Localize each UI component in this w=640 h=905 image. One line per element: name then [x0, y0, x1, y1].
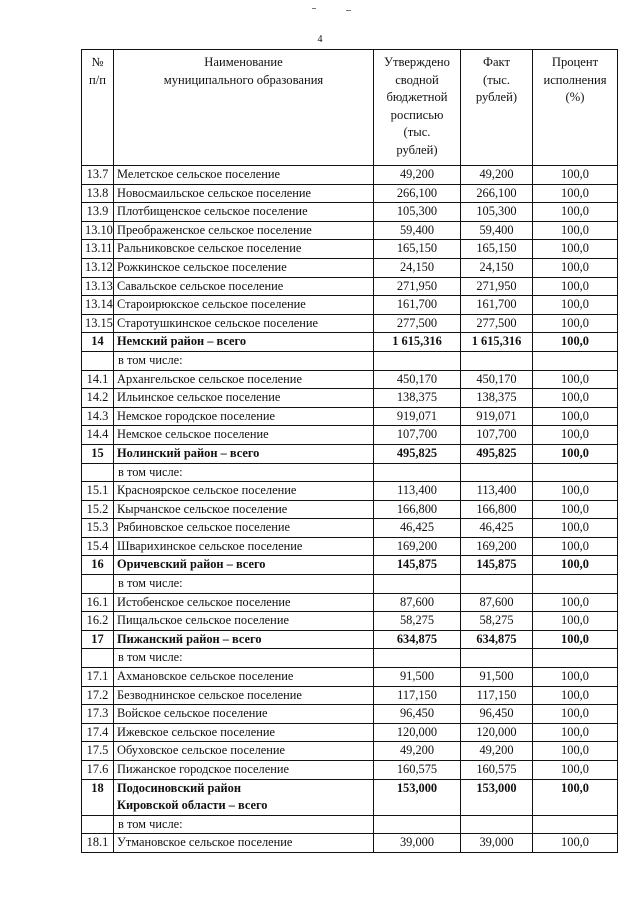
- row-number-cell: 17.4: [82, 723, 114, 742]
- row-name-cell: Ильинское сельское поселение: [114, 389, 374, 408]
- row-name-cell: Рожкинское сельское поселение: [114, 258, 374, 277]
- row-number-cell: 15.1: [82, 482, 114, 501]
- table-row-subheading: [82, 815, 618, 834]
- row-approved-cell: 120,000: [374, 723, 461, 742]
- row-number-cell: [82, 351, 114, 370]
- row-approved-cell: 96,450: [374, 705, 461, 724]
- row-number-cell: 13.12: [82, 258, 114, 277]
- row-percent-cell: 100,0: [533, 184, 618, 203]
- table-row: [82, 389, 618, 408]
- row-number-cell: 13.7: [82, 166, 114, 185]
- row-fact-cell: 277,500: [461, 314, 533, 333]
- table-row-district-total: [82, 556, 618, 575]
- row-number-cell: 16: [82, 556, 114, 575]
- row-approved-cell: [374, 463, 461, 482]
- row-fact-cell: 96,450: [461, 705, 533, 724]
- table-row: [82, 519, 618, 538]
- row-approved-cell: [374, 815, 461, 834]
- row-approved-cell: 107,700: [374, 426, 461, 445]
- row-percent-cell: [533, 575, 618, 594]
- row-approved-cell: 919,071: [374, 407, 461, 426]
- row-number-cell: 14.3: [82, 407, 114, 426]
- row-approved-cell: 161,700: [374, 296, 461, 315]
- row-fact-cell: 91,500: [461, 668, 533, 687]
- row-fact-cell: 160,575: [461, 761, 533, 780]
- row-number-cell: 17.2: [82, 686, 114, 705]
- row-name-cell: Подосиновский район Кировской области – всего: [114, 779, 374, 815]
- row-name-cell: Ральниковское сельское поселение: [114, 240, 374, 259]
- row-name-cell: Войское сельское поселение: [114, 705, 374, 724]
- row-approved-cell: 165,150: [374, 240, 461, 259]
- row-approved-cell: 46,425: [374, 519, 461, 538]
- row-fact-cell: 919,071: [461, 407, 533, 426]
- row-name-cell: Мелетское сельское поселение: [114, 166, 374, 185]
- table-row: [82, 761, 618, 780]
- header-execution-percent: Процент исполнения (%): [533, 50, 618, 166]
- row-name-cell: Утмановское сельское поселение: [114, 834, 374, 853]
- row-percent-cell: 100,0: [533, 166, 618, 185]
- row-name-cell: Кырчанское сельское поселение: [114, 500, 374, 519]
- table-row-subheading: [82, 351, 618, 370]
- row-percent-cell: [533, 351, 618, 370]
- header-municipality-name: Наименование муниципального образования: [114, 50, 374, 166]
- row-name-cell: Обуховское сельское поселение: [114, 742, 374, 761]
- table-row: [82, 537, 618, 556]
- row-number-cell: 17.1: [82, 668, 114, 687]
- row-fact-cell: 120,000: [461, 723, 533, 742]
- table-row-district-total: [82, 630, 618, 649]
- row-number-cell: 15: [82, 444, 114, 463]
- scan-speck: [346, 10, 351, 11]
- table-row: [82, 500, 618, 519]
- row-number-cell: 14.1: [82, 370, 114, 389]
- row-name-cell: Рябиновское сельское поселение: [114, 519, 374, 538]
- row-name-cell: Староирюкское сельское поселение: [114, 296, 374, 315]
- row-name-cell: Ахмановское сельское поселение: [114, 668, 374, 687]
- table-body: [82, 166, 618, 853]
- row-fact-cell: 145,875: [461, 556, 533, 575]
- row-fact-cell: 169,200: [461, 537, 533, 556]
- table-row: [82, 240, 618, 259]
- header-fact: Факт (тыс. рублей): [461, 50, 533, 166]
- table-row: [82, 742, 618, 761]
- row-fact-cell: [461, 649, 533, 668]
- row-percent-cell: 100,0: [533, 370, 618, 389]
- row-number-cell: 13.8: [82, 184, 114, 203]
- row-approved-cell: 58,275: [374, 612, 461, 631]
- row-number-cell: 13.13: [82, 277, 114, 296]
- row-fact-cell: 165,150: [461, 240, 533, 259]
- row-approved-cell: 166,800: [374, 500, 461, 519]
- row-approved-cell: 49,200: [374, 742, 461, 761]
- row-percent-cell: 100,0: [533, 537, 618, 556]
- row-number-cell: 13.15: [82, 314, 114, 333]
- row-percent-cell: 100,0: [533, 277, 618, 296]
- table-row: [82, 221, 618, 240]
- row-number-cell: 16.2: [82, 612, 114, 631]
- row-percent-cell: 100,0: [533, 258, 618, 277]
- row-percent-cell: 100,0: [533, 519, 618, 538]
- table-row: [82, 314, 618, 333]
- table-row: [82, 482, 618, 501]
- row-name-cell: Савальское сельское поселение: [114, 277, 374, 296]
- row-percent-cell: 100,0: [533, 426, 618, 445]
- row-percent-cell: 100,0: [533, 593, 618, 612]
- row-number-cell: 13.10: [82, 221, 114, 240]
- row-percent-cell: 100,0: [533, 296, 618, 315]
- table-row: [82, 407, 618, 426]
- row-number-cell: 15.2: [82, 500, 114, 519]
- row-approved-cell: 39,000: [374, 834, 461, 853]
- row-percent-cell: 100,0: [533, 742, 618, 761]
- table-row-subheading: [82, 649, 618, 668]
- row-name-cell: Красноярское сельское поселение: [114, 482, 374, 501]
- row-number-cell: 17: [82, 630, 114, 649]
- row-fact-cell: 87,600: [461, 593, 533, 612]
- row-number-cell: 13.14: [82, 296, 114, 315]
- row-name-cell: Немское сельское поселение: [114, 426, 374, 445]
- row-number-cell: 17.5: [82, 742, 114, 761]
- row-number-cell: 18.1: [82, 834, 114, 853]
- row-approved-cell: 24,150: [374, 258, 461, 277]
- row-approved-cell: 634,875: [374, 630, 461, 649]
- scan-speck: [312, 8, 316, 9]
- row-name-cell: Плотбищенское сельское поселение: [114, 203, 374, 222]
- row-name-cell: Пижанское городское поселение: [114, 761, 374, 780]
- row-name-cell: Ижевское сельское поселение: [114, 723, 374, 742]
- row-fact-cell: 24,150: [461, 258, 533, 277]
- row-name-cell: в том числе:: [114, 351, 374, 370]
- row-number-cell: 17.3: [82, 705, 114, 724]
- row-number-cell: [82, 575, 114, 594]
- table-row: [82, 705, 618, 724]
- row-approved-cell: [374, 649, 461, 668]
- row-fact-cell: 117,150: [461, 686, 533, 705]
- row-percent-cell: 100,0: [533, 482, 618, 501]
- table-row: [82, 203, 618, 222]
- row-percent-cell: 100,0: [533, 500, 618, 519]
- row-percent-cell: 100,0: [533, 668, 618, 687]
- row-percent-cell: 100,0: [533, 556, 618, 575]
- table-row-subheading: [82, 575, 618, 594]
- row-name-cell: Немское городское поселение: [114, 407, 374, 426]
- row-approved-cell: 450,170: [374, 370, 461, 389]
- table-row: [82, 612, 618, 631]
- row-approved-cell: 266,100: [374, 184, 461, 203]
- row-approved-cell: [374, 351, 461, 370]
- row-approved-cell: 271,950: [374, 277, 461, 296]
- row-name-cell: Пищальское сельское поселение: [114, 612, 374, 631]
- row-number-cell: 15.3: [82, 519, 114, 538]
- row-name-cell: Нолинский район – всего: [114, 444, 374, 463]
- table-row-district-total: [82, 779, 618, 815]
- row-approved-cell: 49,200: [374, 166, 461, 185]
- table-row: [82, 166, 618, 185]
- row-percent-cell: 100,0: [533, 203, 618, 222]
- row-fact-cell: 450,170: [461, 370, 533, 389]
- row-number-cell: 13.11: [82, 240, 114, 259]
- table-row: [82, 668, 618, 687]
- row-percent-cell: 100,0: [533, 221, 618, 240]
- budget-execution-table: [81, 49, 618, 853]
- row-name-cell: Безводнинское сельское поселение: [114, 686, 374, 705]
- row-fact-cell: 166,800: [461, 500, 533, 519]
- row-number-cell: [82, 649, 114, 668]
- row-percent-cell: 100,0: [533, 761, 618, 780]
- row-name-cell: Истобенское сельское поселение: [114, 593, 374, 612]
- row-name-cell: Архангельское сельское поселение: [114, 370, 374, 389]
- row-name-cell: Оричевский район – всего: [114, 556, 374, 575]
- row-approved-cell: 59,400: [374, 221, 461, 240]
- row-number-cell: 18: [82, 779, 114, 815]
- row-percent-cell: 100,0: [533, 333, 618, 352]
- row-fact-cell: [461, 815, 533, 834]
- row-name-cell: в том числе:: [114, 815, 374, 834]
- row-number-cell: 14: [82, 333, 114, 352]
- row-percent-cell: 100,0: [533, 240, 618, 259]
- row-approved-cell: 113,400: [374, 482, 461, 501]
- table-row: [82, 426, 618, 445]
- row-approved-cell: 169,200: [374, 537, 461, 556]
- row-approved-cell: 145,875: [374, 556, 461, 575]
- row-number-cell: [82, 463, 114, 482]
- row-percent-cell: 100,0: [533, 612, 618, 631]
- row-fact-cell: 634,875: [461, 630, 533, 649]
- row-fact-cell: 58,275: [461, 612, 533, 631]
- row-fact-cell: 59,400: [461, 221, 533, 240]
- row-approved-cell: 138,375: [374, 389, 461, 408]
- row-name-cell: Пижанский район – всего: [114, 630, 374, 649]
- row-fact-cell: 1 615,316: [461, 333, 533, 352]
- row-approved-cell: 91,500: [374, 668, 461, 687]
- row-fact-cell: 495,825: [461, 444, 533, 463]
- row-name-cell: Новосмаильское сельское поселение: [114, 184, 374, 203]
- row-number-cell: 16.1: [82, 593, 114, 612]
- header-number: № п/п: [82, 50, 114, 166]
- row-approved-cell: 117,150: [374, 686, 461, 705]
- row-fact-cell: 138,375: [461, 389, 533, 408]
- table-row: [82, 593, 618, 612]
- row-percent-cell: 100,0: [533, 686, 618, 705]
- row-fact-cell: [461, 463, 533, 482]
- row-name-cell: Преображенское сельское поселение: [114, 221, 374, 240]
- row-approved-cell: 87,600: [374, 593, 461, 612]
- row-approved-cell: [374, 575, 461, 594]
- row-fact-cell: 46,425: [461, 519, 533, 538]
- table-row: [82, 277, 618, 296]
- row-number-cell: 13.9: [82, 203, 114, 222]
- table-row: [82, 834, 618, 853]
- row-percent-cell: 100,0: [533, 444, 618, 463]
- table-header-row: [82, 50, 618, 166]
- row-fact-cell: 107,700: [461, 426, 533, 445]
- row-percent-cell: 100,0: [533, 407, 618, 426]
- row-fact-cell: [461, 575, 533, 594]
- row-fact-cell: 49,200: [461, 742, 533, 761]
- row-approved-cell: 105,300: [374, 203, 461, 222]
- header-approved-budget: Утверждено сводной бюджетной росписью (тыс. рублей): [374, 50, 461, 166]
- row-percent-cell: 100,0: [533, 314, 618, 333]
- row-number-cell: 14.2: [82, 389, 114, 408]
- table-row: [82, 370, 618, 389]
- row-name-cell: в том числе:: [114, 463, 374, 482]
- row-percent-cell: 100,0: [533, 389, 618, 408]
- row-number-cell: 14.4: [82, 426, 114, 445]
- row-approved-cell: 160,575: [374, 761, 461, 780]
- row-fact-cell: 271,950: [461, 277, 533, 296]
- row-fact-cell: 49,200: [461, 166, 533, 185]
- row-name-cell: в том числе:: [114, 575, 374, 594]
- table-row-subheading: [82, 463, 618, 482]
- row-percent-cell: 100,0: [533, 705, 618, 724]
- row-approved-cell: 153,000: [374, 779, 461, 815]
- row-name-cell: Немский район – всего: [114, 333, 374, 352]
- row-fact-cell: 39,000: [461, 834, 533, 853]
- row-name-cell: в том числе:: [114, 649, 374, 668]
- row-percent-cell: 100,0: [533, 834, 618, 853]
- row-fact-cell: 161,700: [461, 296, 533, 315]
- table-row-district-total: [82, 333, 618, 352]
- row-fact-cell: 153,000: [461, 779, 533, 815]
- page-number: 4: [317, 34, 323, 45]
- row-number-cell: 15.4: [82, 537, 114, 556]
- row-percent-cell: 100,0: [533, 779, 618, 815]
- table-row-district-total: [82, 444, 618, 463]
- row-name-cell: Старотушкинское сельское поселение: [114, 314, 374, 333]
- table-row: [82, 258, 618, 277]
- table-row: [82, 296, 618, 315]
- row-percent-cell: [533, 649, 618, 668]
- row-approved-cell: 277,500: [374, 314, 461, 333]
- table-row: [82, 686, 618, 705]
- row-fact-cell: [461, 351, 533, 370]
- table-row: [82, 723, 618, 742]
- row-percent-cell: 100,0: [533, 723, 618, 742]
- row-fact-cell: 105,300: [461, 203, 533, 222]
- row-number-cell: 17.6: [82, 761, 114, 780]
- row-percent-cell: 100,0: [533, 630, 618, 649]
- row-approved-cell: 495,825: [374, 444, 461, 463]
- row-approved-cell: 1 615,316: [374, 333, 461, 352]
- row-percent-cell: [533, 463, 618, 482]
- row-number-cell: [82, 815, 114, 834]
- row-name-cell: Шварихинское сельское поселение: [114, 537, 374, 556]
- row-percent-cell: [533, 815, 618, 834]
- row-fact-cell: 113,400: [461, 482, 533, 501]
- table-row: [82, 184, 618, 203]
- row-fact-cell: 266,100: [461, 184, 533, 203]
